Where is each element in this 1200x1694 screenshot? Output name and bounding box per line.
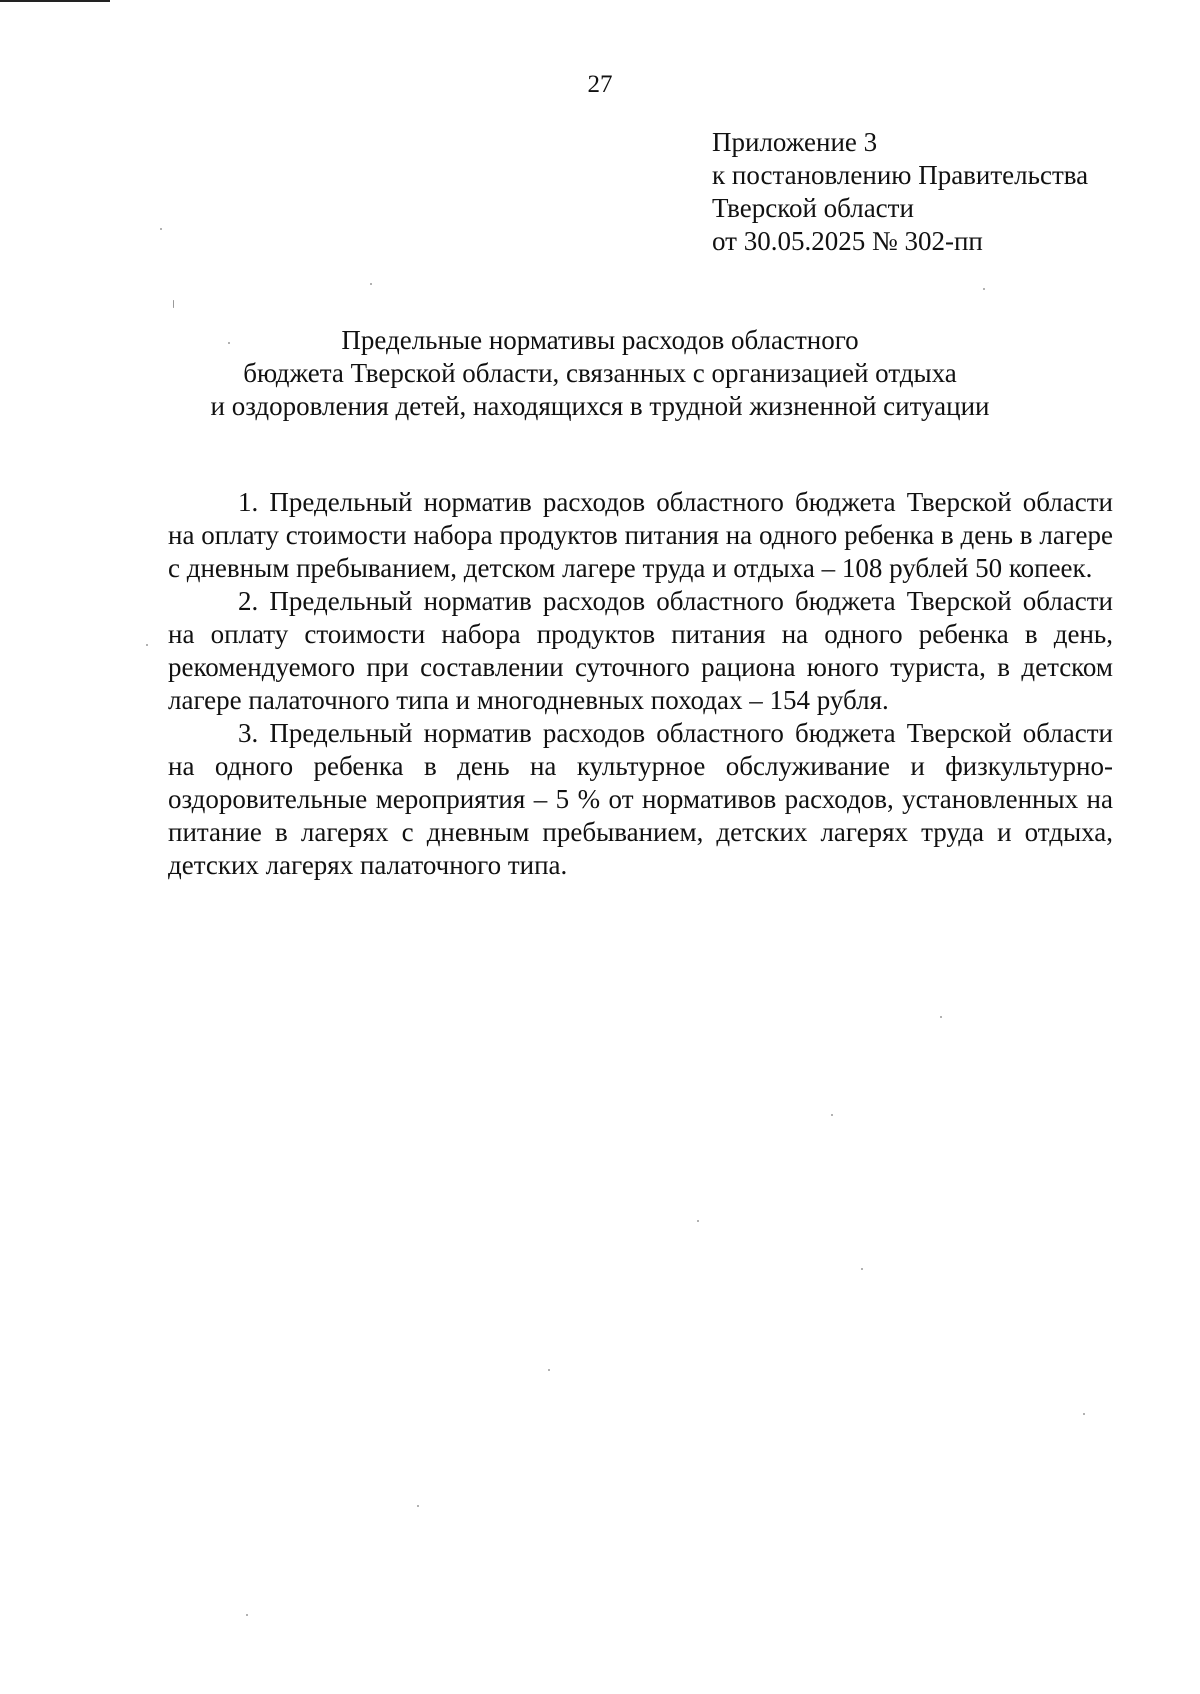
scan-speck <box>417 1505 419 1507</box>
scan-edge-line <box>0 0 110 2</box>
scan-speck <box>548 1369 550 1371</box>
document-title <box>170 324 1030 423</box>
appendix-line-4: от 30.05.2025 № 302-пп <box>712 226 983 256</box>
title-line-3: и оздоровления детей, находящихся в трудной жизненной ситуации <box>210 391 990 421</box>
appendix-line-3: Тверской области <box>712 193 914 223</box>
appendix-line-2: к постановлению Правительства <box>712 160 1089 190</box>
scan-speck <box>697 1220 699 1222</box>
scan-speck <box>940 1016 942 1018</box>
paragraph-1: 1. Предельный норматив расходов областного бюджета Тверской области на оплату стоимости набора продуктов питания на одного ребенка в день в лагере с дневным пребыванием, детском лагере труда и отдыха – 108 рублей 50 копеек. <box>168 487 1113 583</box>
appendix-line-1: Приложение 3 <box>712 127 878 157</box>
appendix-reference-block <box>712 126 1172 258</box>
scan-speck <box>1083 1413 1085 1415</box>
scan-speck <box>228 342 230 344</box>
paragraph-3: 3. Предельный норматив расходов областного бюджета Тверской области на одного ребенка в день на культурное обслуживание и физкультурно-оздоровительные мероприятия – 5 % от нормативов расходов, установленных на питание в лагерях с дневным пребыванием, детских лагерях труда и отдыха, детских лагерях палаточного типа. <box>168 718 1113 880</box>
title-line-1: Предельные нормативы расходов областного <box>341 325 859 355</box>
scan-speck <box>173 300 174 308</box>
title-line-2: бюджета Тверской области, связанных с организацией отдыха <box>243 358 957 388</box>
scan-speck <box>370 283 372 285</box>
scan-speck <box>861 1268 863 1270</box>
scan-speck <box>146 644 148 646</box>
scan-speck <box>246 1614 248 1616</box>
scan-speck <box>831 1114 833 1116</box>
page-number: 27 <box>587 71 613 98</box>
scan-speck <box>983 288 985 290</box>
paragraph-2: 2. Предельный норматив расходов областного бюджета Тверской области на оплату стоимости набора продуктов питания на одного ребенка в день, рекомендуемого при составлении суточного рациона юного туриста, в детском лагере палаточного типа и многодневных походах – 154 рубля. <box>168 586 1113 715</box>
scan-speck <box>160 228 162 230</box>
document-body <box>168 486 1113 882</box>
